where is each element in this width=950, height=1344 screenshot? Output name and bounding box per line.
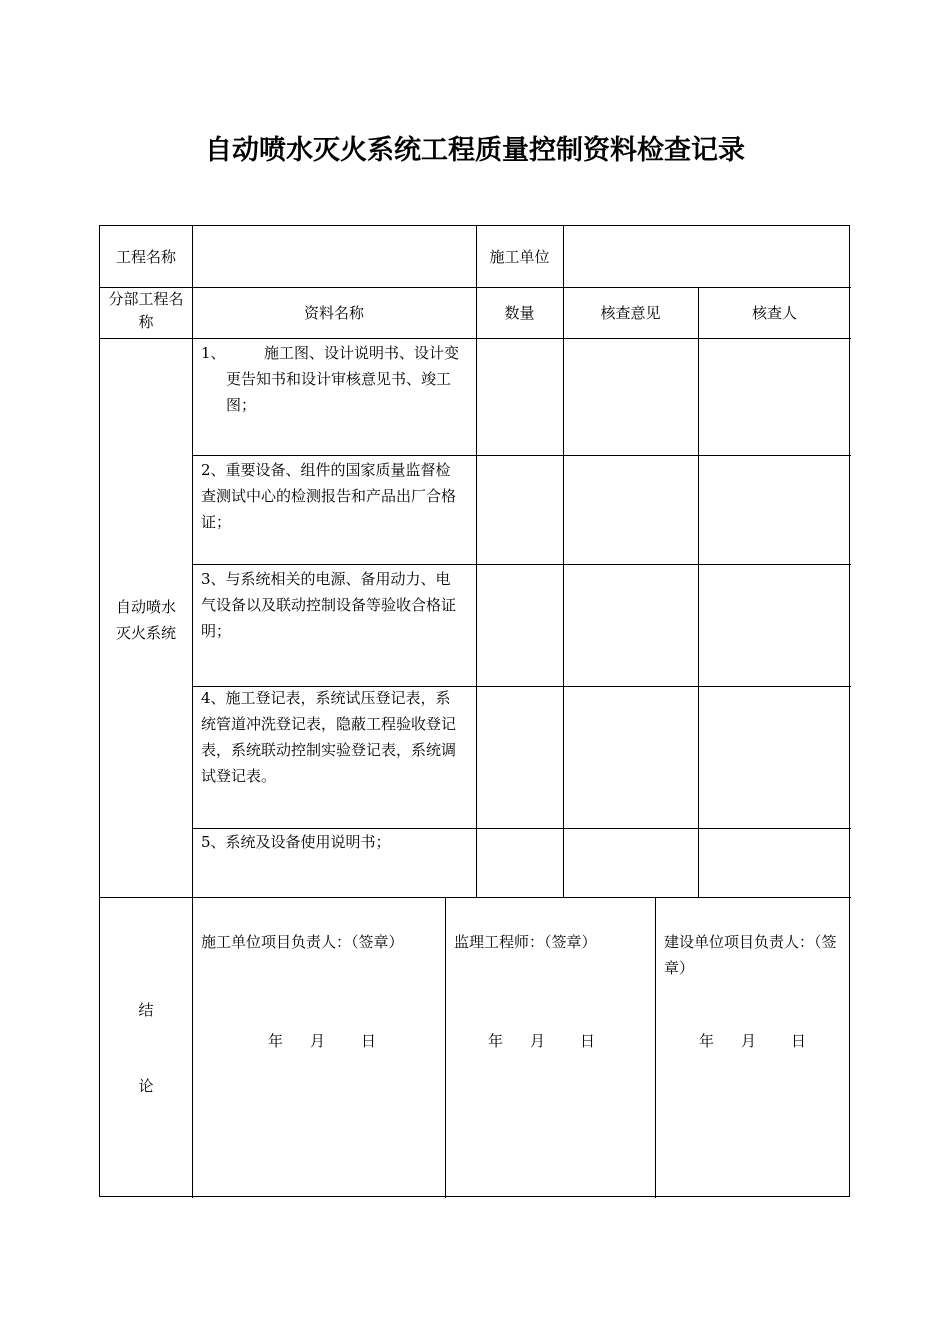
date-year: 年 [268,1032,284,1050]
conclusion-label-2: 论 [138,1077,154,1095]
col-divider [445,897,446,1198]
date-year: 年 [488,1032,504,1050]
item-text [201,685,463,789]
col-divider [192,226,193,1198]
section-name: 自动喷水灭火系统 [115,598,176,642]
item-number: 1、 [201,344,226,362]
col-divider [655,897,656,1198]
col-header-sub-project: 分部工程名称 [108,290,184,331]
item-text [201,829,463,855]
item-text-body: 重要设备、组件的国家质量监督检查测试中心的检测报告和产品出厂合格证； [201,461,457,531]
document-title: 自动喷水灭火系统工程质量控制资料检查记录 [205,135,745,166]
col-divider [698,287,699,898]
date-month: 月 [310,1032,326,1050]
item-text-body: 系统及设备使用说明书； [225,833,391,851]
date-month: 月 [741,1032,757,1050]
date-day: 日 [580,1032,596,1050]
project-name-label: 工程名称 [115,248,176,266]
col-header-doc-name: 资料名称 [303,304,364,322]
col-divider [563,226,564,898]
date-month: 月 [530,1032,546,1050]
col-header-opinion: 核查意见 [600,304,661,322]
sign-construction-unit: 施工单位项目负责人：（签章） [201,933,404,951]
item-text-body: 施工登记表，系统试压登记表，系统管道冲洗登记表，隐蔽工程验收登记表，系统联动控制实验登记表，系统调试登记表。 [201,689,457,785]
col-header-inspector: 核查人 [751,304,797,322]
item-number: 4、 [201,689,226,707]
date-year: 年 [699,1032,715,1050]
item-number: 3、 [201,570,226,588]
item-text-body: 与系统相关的电源、备用动力、电气设备以及联动控制设备等验收合格证明； [201,570,457,640]
item-text [201,566,463,644]
col-header-quantity: 数量 [504,304,535,322]
row-divider [192,455,851,456]
sign-supervisor: 监理工程师：（签章） [454,933,597,951]
sign-owner: 建设单位项目负责人：（签章） [664,933,837,977]
row-divider [192,564,851,565]
construction-unit-label: 施工单位 [489,248,550,266]
conclusion-label-1: 结 [138,1001,154,1019]
col-divider [476,226,477,898]
date-day: 日 [791,1032,807,1050]
item-number: 5、 [201,833,226,851]
date-day: 日 [361,1032,377,1050]
item-text: 施工图、设计说明书、设计变更告知书和设计审核意见书、竣工图； [226,344,460,414]
item-number: 2、 [201,461,226,479]
inspection-record-table [99,225,850,1197]
item-text [201,457,463,535]
